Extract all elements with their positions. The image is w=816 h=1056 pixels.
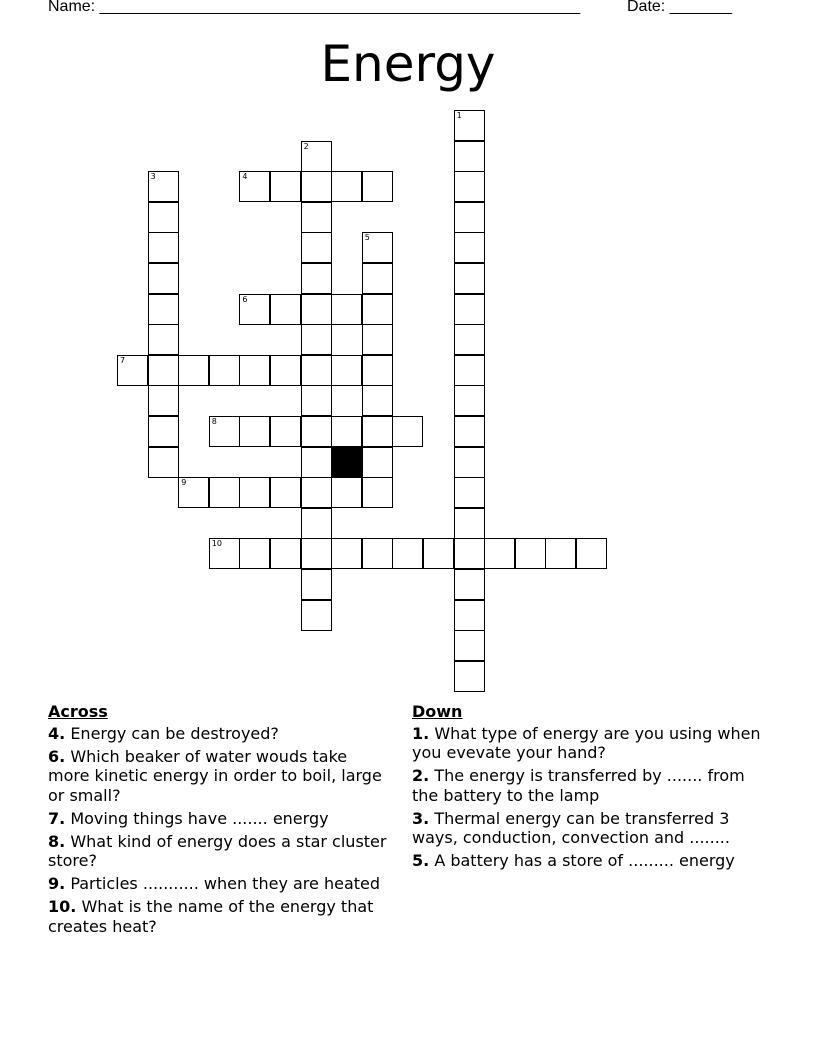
grid-cell[interactable]: [209, 538, 240, 569]
grid-cell[interactable]: [239, 416, 270, 447]
grid-cell[interactable]: [454, 538, 485, 569]
grid-cell[interactable]: [178, 355, 209, 386]
grid-cell[interactable]: [270, 355, 301, 386]
grid-cell[interactable]: [454, 202, 485, 233]
grid-cell[interactable]: [301, 263, 332, 294]
down-clue: [412, 851, 762, 871]
across-clue: [48, 747, 393, 806]
grid-cell[interactable]: [148, 263, 179, 294]
grid-cell[interactable]: [331, 477, 362, 508]
grid-cell[interactable]: [331, 171, 362, 202]
clue-number: 5.: [412, 851, 430, 870]
grid-cell[interactable]: [515, 538, 546, 569]
clue-text: Moving things have ....... energy: [70, 808, 329, 828]
across-clue: [48, 809, 393, 829]
clue-number-label: 8: [211, 417, 217, 426]
grid-cell[interactable]: [576, 538, 607, 569]
clue-number-label: 1: [456, 111, 462, 120]
grid-cell[interactable]: [270, 538, 301, 569]
clue-number-label: 9: [181, 478, 187, 488]
grid-cell[interactable]: [301, 355, 332, 386]
grid-cell[interactable]: [454, 477, 485, 508]
clue-text: What kind of energy does a star cluster store?: [48, 831, 387, 870]
grid-cell[interactable]: [301, 600, 332, 631]
grid-cell[interactable]: [392, 416, 423, 447]
grid-cell[interactable]: [301, 508, 332, 539]
across-heading: Across: [48, 702, 108, 721]
grid-cell[interactable]: [454, 630, 485, 661]
down-clue: [412, 724, 762, 763]
grid-cell[interactable]: [270, 171, 301, 202]
grid-cell[interactable]: [454, 263, 485, 294]
across-clue: [48, 724, 393, 744]
clue-text: Particles ........... when they are heated: [70, 874, 381, 893]
grid-cell[interactable]: [301, 385, 332, 416]
clue-number-label: 3: [150, 172, 156, 182]
grid-cell[interactable]: [270, 477, 301, 508]
across-clues: [48, 702, 393, 940]
grid-cell[interactable]: [301, 538, 332, 569]
clue-text: Energy can be destroyed?: [70, 723, 279, 743]
grid-cell[interactable]: [239, 538, 270, 569]
clue-number-label: 6: [242, 294, 248, 304]
grid-cell[interactable]: [148, 416, 179, 447]
grid-cell[interactable]: [148, 355, 179, 386]
grid-cell[interactable]: [331, 538, 362, 569]
down-clues: [412, 702, 762, 874]
clue-number-label: 2: [303, 141, 309, 151]
grid-cell[interactable]: [148, 324, 179, 355]
clue-number: 10.: [48, 897, 77, 916]
clue-number: 1.: [412, 723, 430, 743]
grid-cell[interactable]: [148, 447, 179, 478]
grid-cell[interactable]: [454, 232, 485, 263]
clue-number-label: 10: [211, 539, 222, 549]
grid-cell[interactable]: [454, 508, 485, 539]
grid-cell[interactable]: [454, 385, 485, 416]
grid-cell[interactable]: [454, 447, 485, 478]
grid-cell[interactable]: [148, 385, 179, 416]
grid-cell[interactable]: [301, 477, 332, 508]
grid-cell[interactable]: [301, 324, 332, 355]
puzzle-title: Energy: [320, 35, 496, 93]
grid-cell[interactable]: [423, 538, 454, 569]
name-field: Name: ______________________________________________________: [48, 0, 581, 15]
clue-text: What is the name of the energy that creates heat?: [48, 897, 374, 936]
grid-cell[interactable]: [362, 294, 393, 325]
across-clue: [48, 874, 393, 894]
grid-cell[interactable]: [331, 294, 362, 325]
clue-number-label: 7: [120, 355, 126, 365]
down-heading: Down: [412, 702, 463, 721]
clue-text: Thermal energy can be transferred 3 ways, conduction, convection and ........: [412, 808, 730, 847]
grid-cell[interactable]: [301, 202, 332, 233]
clue-text: A battery has a store of ......... energy: [434, 851, 735, 870]
grid-cell[interactable]: [301, 416, 332, 447]
clue-text: What type of energy are you using when you evevate your hand?: [412, 723, 761, 762]
grid-cell[interactable]: [362, 171, 393, 202]
black-cell: [331, 447, 362, 478]
date-field: Date: _______: [627, 0, 732, 15]
clue-number: 8.: [48, 831, 66, 851]
grid-cell[interactable]: [362, 538, 393, 569]
grid-cell[interactable]: [148, 202, 179, 233]
grid-cell[interactable]: [209, 355, 240, 386]
grid-cell[interactable]: [454, 294, 485, 325]
clue-number: 2.: [412, 766, 430, 785]
across-clue: [48, 897, 393, 936]
grid-cell[interactable]: [209, 477, 240, 508]
down-clue: [412, 809, 762, 848]
grid-cell[interactable]: [362, 263, 393, 294]
grid-cell[interactable]: [301, 141, 332, 172]
grid-cell[interactable]: [362, 324, 393, 355]
grid-cell[interactable]: [239, 294, 270, 325]
clue-number-label: 4: [242, 172, 248, 182]
grid-cell[interactable]: [301, 171, 332, 202]
grid-cell[interactable]: [270, 294, 301, 325]
grid-cell[interactable]: [148, 232, 179, 263]
grid-cell[interactable]: [362, 477, 393, 508]
grid-cell[interactable]: [454, 569, 485, 600]
clue-number-label: 5: [364, 233, 370, 243]
clue-number: 9.: [48, 874, 66, 893]
clue-number: 6.: [48, 746, 66, 766]
grid-cell[interactable]: [454, 600, 485, 631]
clue-text: The energy is transferred by ....... from the battery to the lamp: [412, 766, 745, 805]
clue-number: 3.: [412, 808, 430, 828]
grid-cell[interactable]: [301, 569, 332, 600]
grid-cell[interactable]: [301, 294, 332, 325]
grid-cell[interactable]: [239, 355, 270, 386]
grid-cell[interactable]: [178, 477, 209, 508]
grid-cell[interactable]: [454, 324, 485, 355]
grid-cell[interactable]: [239, 477, 270, 508]
grid-cell[interactable]: [362, 232, 393, 263]
down-clue: [412, 766, 762, 805]
grid-cell[interactable]: [454, 110, 485, 141]
clue-text: Which beaker of water wouds take more kinetic energy in order to boil, large or small?: [48, 746, 382, 805]
across-clue: [48, 832, 393, 871]
grid-cell[interactable]: [545, 538, 576, 569]
grid-cell[interactable]: [117, 355, 148, 386]
grid-cell[interactable]: [331, 416, 362, 447]
grid-cell[interactable]: [148, 171, 179, 202]
grid-cell[interactable]: [209, 416, 240, 447]
grid-cell[interactable]: [301, 232, 332, 263]
clue-number: 7.: [48, 808, 66, 828]
grid-cell[interactable]: [331, 355, 362, 386]
grid-cell[interactable]: [484, 538, 515, 569]
grid-cell[interactable]: [392, 538, 423, 569]
grid-cell[interactable]: [454, 171, 485, 202]
grid-cell[interactable]: [362, 355, 393, 386]
grid-cell[interactable]: [301, 447, 332, 478]
grid-cell[interactable]: [148, 294, 179, 325]
grid-cell[interactable]: [454, 355, 485, 386]
grid-cell[interactable]: [362, 447, 393, 478]
grid-cell[interactable]: [239, 171, 270, 202]
grid-cell[interactable]: [362, 385, 393, 416]
grid-cell[interactable]: [362, 416, 393, 447]
grid-cell[interactable]: [454, 416, 485, 447]
grid-cell[interactable]: [270, 416, 301, 447]
grid-cell[interactable]: [454, 661, 485, 692]
grid-cell[interactable]: [454, 141, 485, 172]
clue-number: 4.: [48, 723, 66, 743]
